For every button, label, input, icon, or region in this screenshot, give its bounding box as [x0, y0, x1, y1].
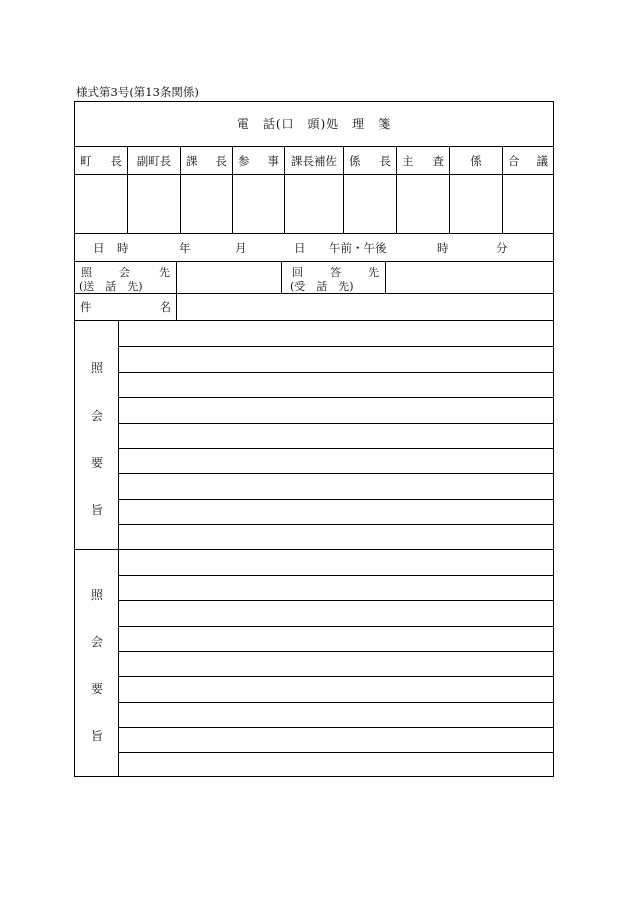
approval-label: 係	[349, 153, 361, 168]
month-label: 月	[235, 241, 247, 255]
approval-label: 課長補佐	[291, 153, 337, 168]
hour-label: 時	[437, 241, 449, 255]
form-caption: 様式第3号(第13条関係)	[76, 85, 199, 99]
inquiry-summary-section-1[interactable]	[75, 321, 553, 550]
inquiry-summary-section-2[interactable]	[75, 550, 553, 776]
approval-header-cell	[343, 147, 396, 174]
inquiry-sub: (送 話 先)	[79, 280, 143, 293]
section-char: 照	[90, 361, 103, 375]
approval-header-cell	[232, 147, 284, 174]
subject-char: 名	[159, 300, 171, 314]
section-char: 旨	[90, 503, 103, 517]
approval-label: 長	[110, 153, 122, 168]
reply-label-cell	[281, 262, 385, 293]
datetime-label-b: 時	[117, 241, 129, 255]
inquiry-field[interactable]	[176, 262, 281, 293]
writing-line	[119, 397, 553, 398]
section-char: 要	[90, 682, 103, 696]
subject-row	[75, 294, 553, 321]
approval-header-cell	[127, 147, 180, 174]
stamp-box[interactable]	[180, 175, 232, 233]
writing-line	[119, 752, 553, 753]
stamp-box[interactable]	[343, 175, 396, 233]
writing-line	[119, 499, 553, 500]
writing-line	[119, 600, 553, 601]
stamp-box[interactable]	[502, 175, 553, 233]
writing-line	[119, 423, 553, 424]
section-2-vertical-label	[75, 550, 119, 776]
inquiry-char: 照	[81, 266, 92, 279]
section-char: 旨	[90, 729, 103, 743]
inquiry-char: 会	[119, 266, 130, 279]
day-label: 日	[294, 241, 306, 255]
writing-line	[119, 651, 553, 652]
approval-label: 副町長	[136, 153, 172, 168]
contact-row	[75, 262, 553, 294]
writing-line	[119, 727, 553, 728]
approval-header-cell	[284, 147, 343, 174]
datetime-label-a: 日	[93, 241, 105, 255]
writing-line	[119, 702, 553, 703]
section-char: 照	[90, 588, 103, 602]
reply-char: 答	[330, 266, 341, 279]
approval-stamp-row	[75, 175, 553, 234]
approval-label: 参	[238, 153, 250, 168]
stamp-box[interactable]	[232, 175, 284, 233]
writing-line	[119, 626, 553, 627]
phone-memo-form	[74, 101, 554, 777]
stamp-box[interactable]	[75, 175, 127, 233]
approval-label: 事	[267, 153, 279, 168]
approval-header-cell	[180, 147, 232, 174]
approval-label: 町	[80, 153, 92, 168]
reply-char: 先	[368, 266, 379, 279]
writing-line	[119, 448, 553, 449]
section-char: 会	[90, 635, 103, 649]
ampm-label: 午前・午後	[329, 241, 387, 255]
year-label: 年	[179, 241, 191, 255]
approval-header-cell	[75, 147, 127, 174]
approval-label: 議	[536, 153, 548, 168]
form-title: 電 話(口 頭)処 理 箋	[236, 117, 392, 131]
approval-label: 主	[402, 153, 414, 168]
writing-line	[119, 524, 553, 525]
reply-sub: (受 話 先)	[290, 280, 354, 293]
writing-line	[119, 346, 553, 347]
approval-header-cell	[502, 147, 553, 174]
approval-label: 査	[432, 153, 444, 168]
approval-label: 課	[186, 153, 198, 168]
writing-line	[119, 676, 553, 677]
stamp-box[interactable]	[284, 175, 343, 233]
datetime-row[interactable]	[75, 234, 553, 262]
approval-label: 合	[508, 153, 520, 168]
approval-header-cell	[449, 147, 502, 174]
inquiry-char: 先	[159, 266, 170, 279]
writing-line	[119, 575, 553, 576]
title-row	[75, 102, 553, 147]
inquiry-label-cell	[75, 262, 176, 293]
section-char: 要	[90, 456, 103, 470]
reply-field[interactable]	[385, 262, 553, 293]
section-1-vertical-label	[75, 321, 119, 550]
approval-label: 係	[470, 153, 482, 168]
approval-label: 長	[379, 153, 391, 168]
writing-line	[119, 473, 553, 474]
approval-label: 長	[215, 153, 227, 168]
approval-header-row	[75, 147, 553, 175]
subject-field[interactable]	[176, 294, 553, 320]
minute-label: 分	[496, 241, 508, 255]
approval-header-cell	[396, 147, 449, 174]
subject-label-cell	[75, 294, 176, 320]
stamp-box[interactable]	[449, 175, 502, 233]
stamp-box[interactable]	[396, 175, 449, 233]
stamp-box[interactable]	[127, 175, 180, 233]
section-char: 会	[90, 409, 103, 423]
reply-char: 回	[292, 266, 303, 279]
subject-char: 件	[80, 300, 92, 314]
writing-line	[119, 372, 553, 373]
